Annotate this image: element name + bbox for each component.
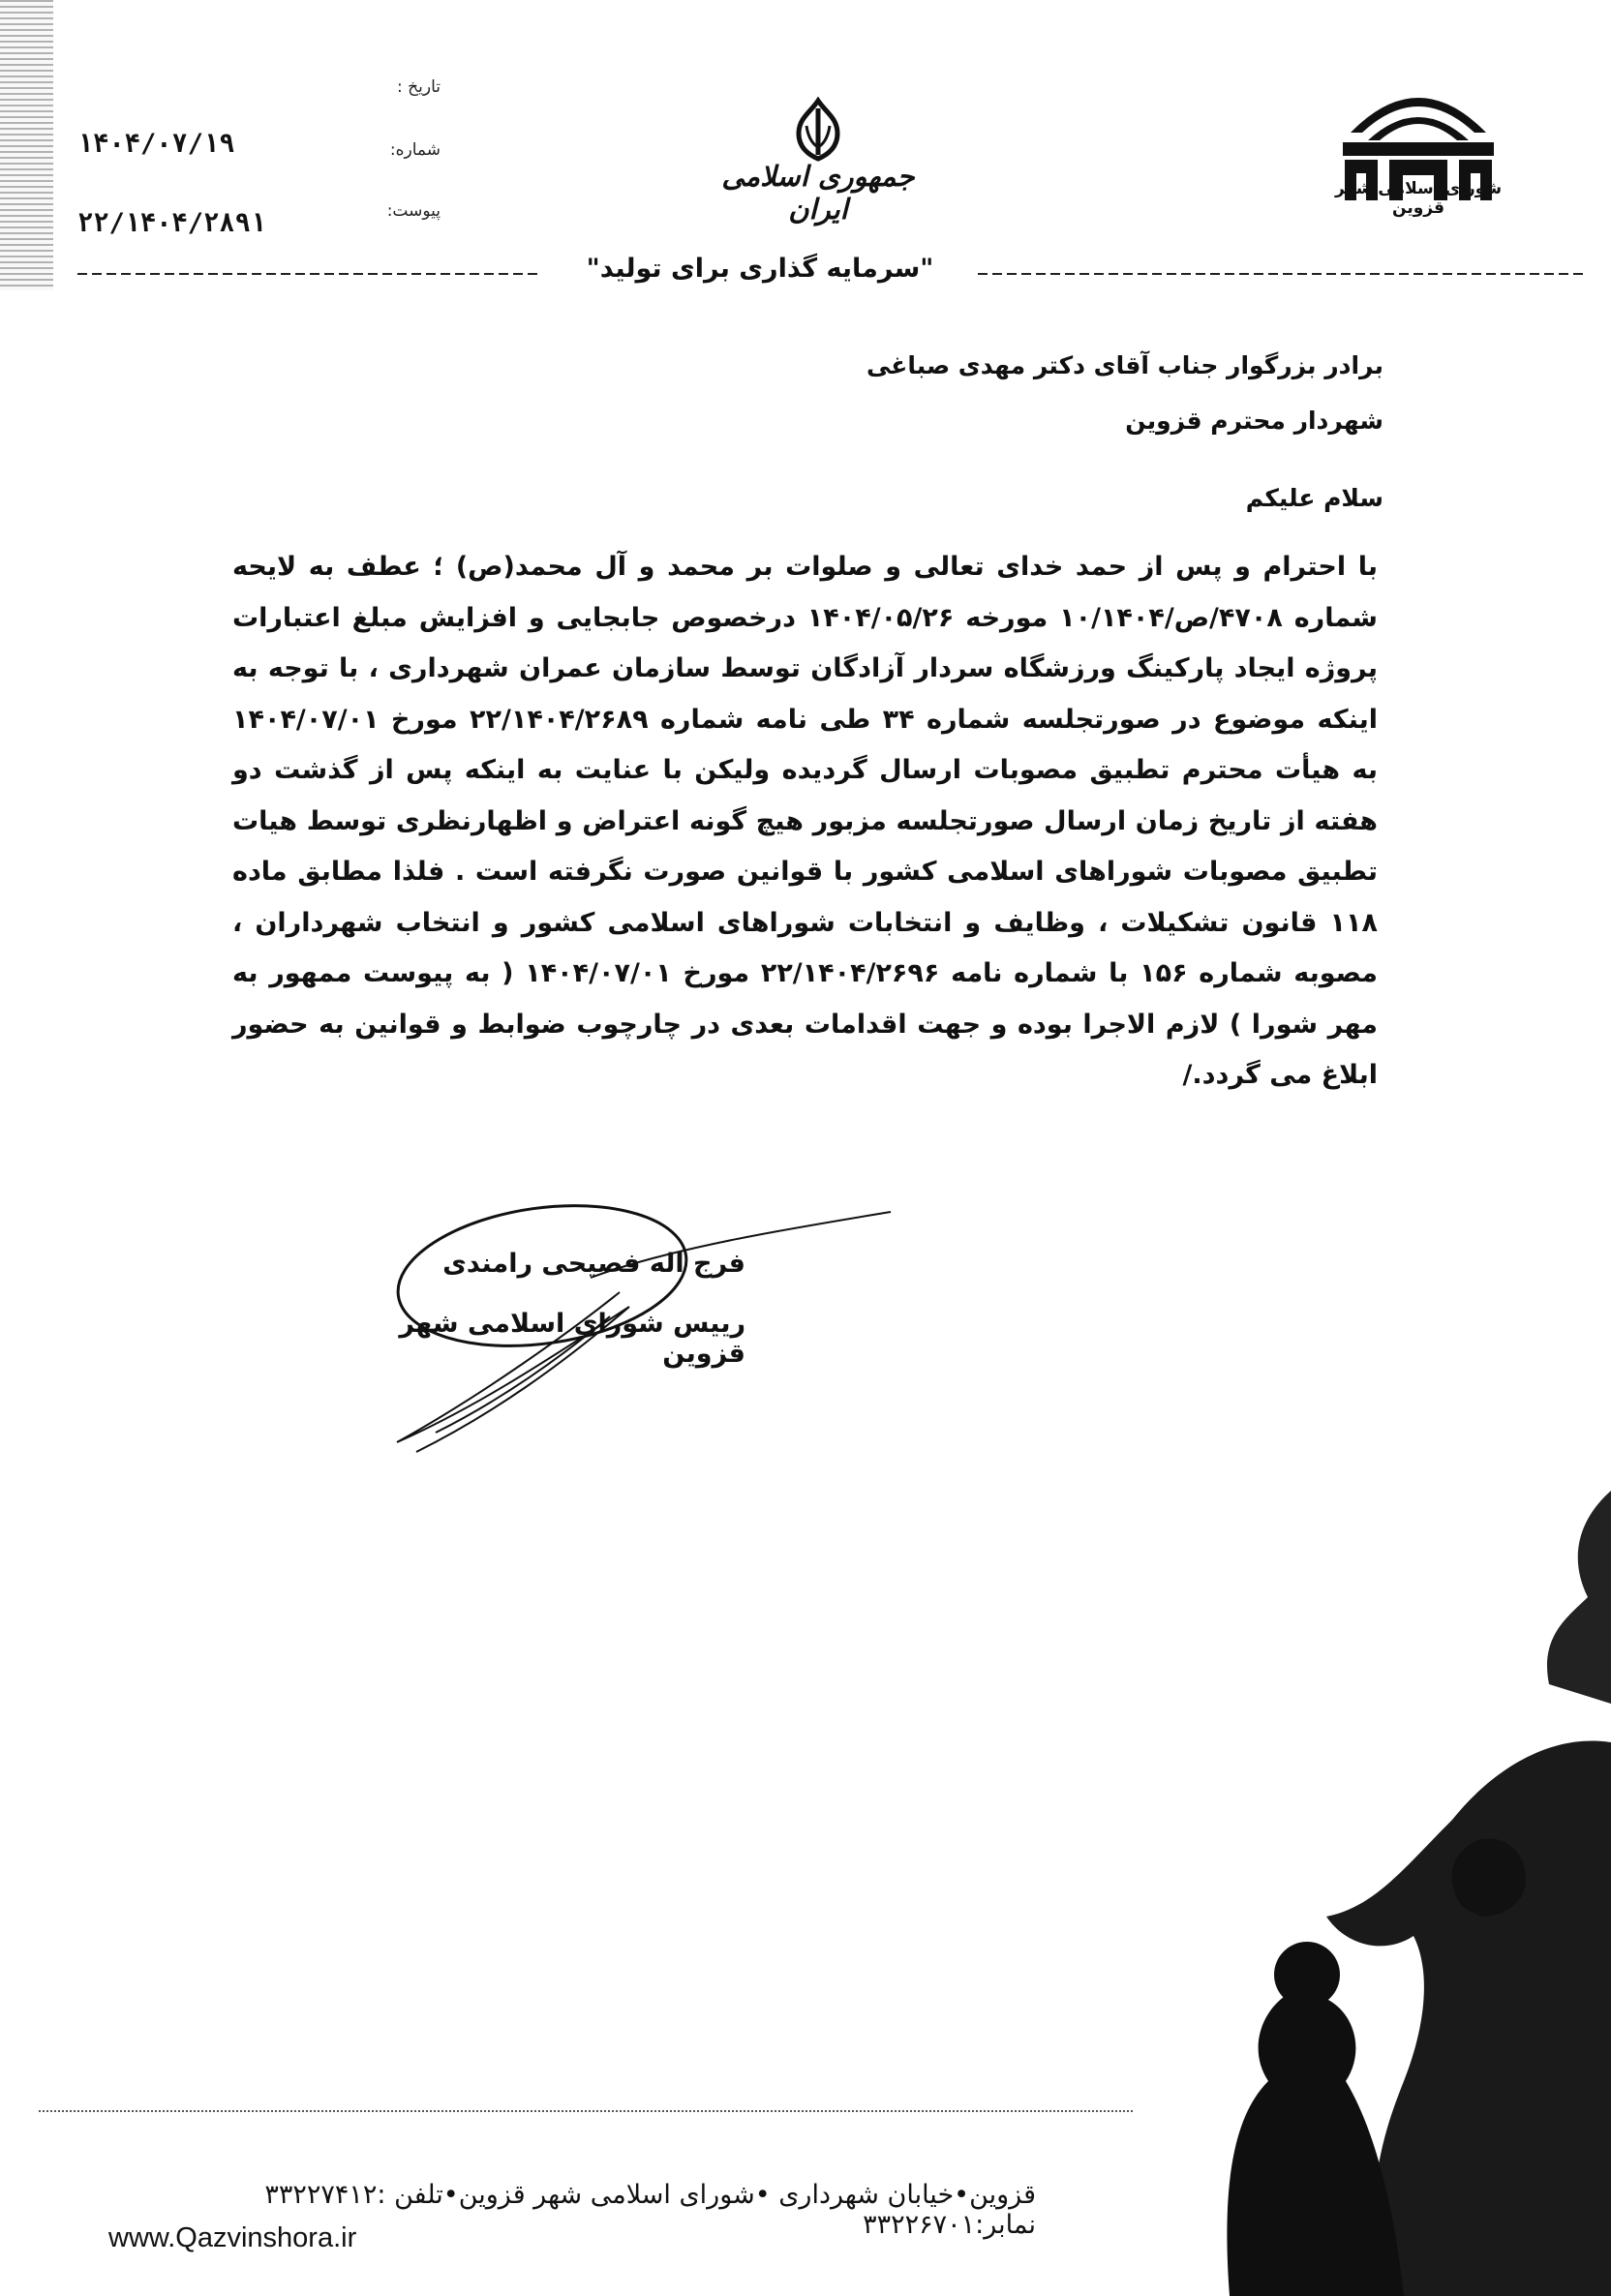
council-name: شورای اسلامی شهر قزوین xyxy=(1334,179,1503,218)
number-label: شماره: xyxy=(389,140,441,160)
footer-website: www.Qazvinshora.ir xyxy=(108,2222,357,2253)
national-emblem-icon xyxy=(789,97,847,165)
signer-name: فرج اله فصیحی رامندی xyxy=(442,1249,745,1279)
footer-divider xyxy=(39,2110,1133,2112)
letter-body xyxy=(232,542,1378,1102)
date-label: تاریخ : xyxy=(397,77,441,97)
number-value: ۲۲/۱۴۰۴/۲۸۹۱ xyxy=(77,208,267,238)
attachment-label: پیوست: xyxy=(386,201,441,221)
recipient-line-1: برادر بزرگوار جناب آقای دکتر مهدی صباغی xyxy=(866,351,1383,379)
slogan: "سرمایه گذاری برای تولید" xyxy=(542,254,978,284)
footer-address: قزوین•خیابان شهرداری •شورای اسلامی شهر قزوین•تلفن :۳۳۲۲۷۴۱۲ نمابر:۳۳۲۲۶۷۰۱ xyxy=(264,2180,1036,2240)
body-text-subject: جابجایی و افزایش مبلغ اعتبارات پروژه ایجاد پارکینگ ورزشگاه سردار آزادگان توسط سازمان عمران شهرداری xyxy=(232,602,1378,683)
body-text-1: با احترام و پس از حمد خدای تعالی و صلوات بر محمد و آل محمد(ص) ؛ عطف به لایحه شماره ۴۷۰۸/ص/۱۰/۱۴۰۴ مورخه ۱۴۰۴/۰۵/۲۶ درخصوص xyxy=(232,552,1378,633)
recipient-line-2: شهردار محترم قزوین xyxy=(1125,407,1383,435)
greeting: سلام علیکم xyxy=(1245,484,1383,512)
scan-noise xyxy=(0,0,53,290)
background-photo xyxy=(1084,1452,1611,2296)
date-value: ۱۴۰۴/۰۷/۱۹ xyxy=(77,129,235,159)
country-name: جمهوری اسلامی ایران xyxy=(721,160,915,226)
body-text-2: ، با توجه به اینکه موضوع در صورتجلسه شماره ۳۴ طی نامه شماره ۲۲/۱۴۰۴/۲۶۸۹ مورخ ۱۴۰۴/۰۷/۰۱ به هیأت محترم تطبیق مصوبات ارسال گردیده ولیکن با عنایت به اینکه پس از گذشت دو هفته از تاریخ زمان ارسال صورتجلسه مزبور هیچ گونه اعتراض و اظهارنظری توسط هیات تطبیق مصوبات شوراهای اسلامی کشور با قوانین صورت نگرفته است . فلذا مطابق ماده ۱۱۸ قانون تشکیلات ، وظایف و انتخابات شوراهای اسلامی کشور و انتخاب شهرداران ، مصوبه شماره ۱۵۶ با شماره نامه ۲۲/۱۴۰۴/۲۶۹۶ مورخ ۱۴۰۴/۰۷/۰۱ ( به پیوست ممهور به مهر شورا ) لازم الاجرا بوده و جهت اقدامات بعدی در چارچوب ضوابط و قوانین به حضور ابلاغ می گردد./ xyxy=(232,653,1379,1090)
signer-title: رییس شورای اسلامی شهر قزوین xyxy=(399,1309,745,1369)
